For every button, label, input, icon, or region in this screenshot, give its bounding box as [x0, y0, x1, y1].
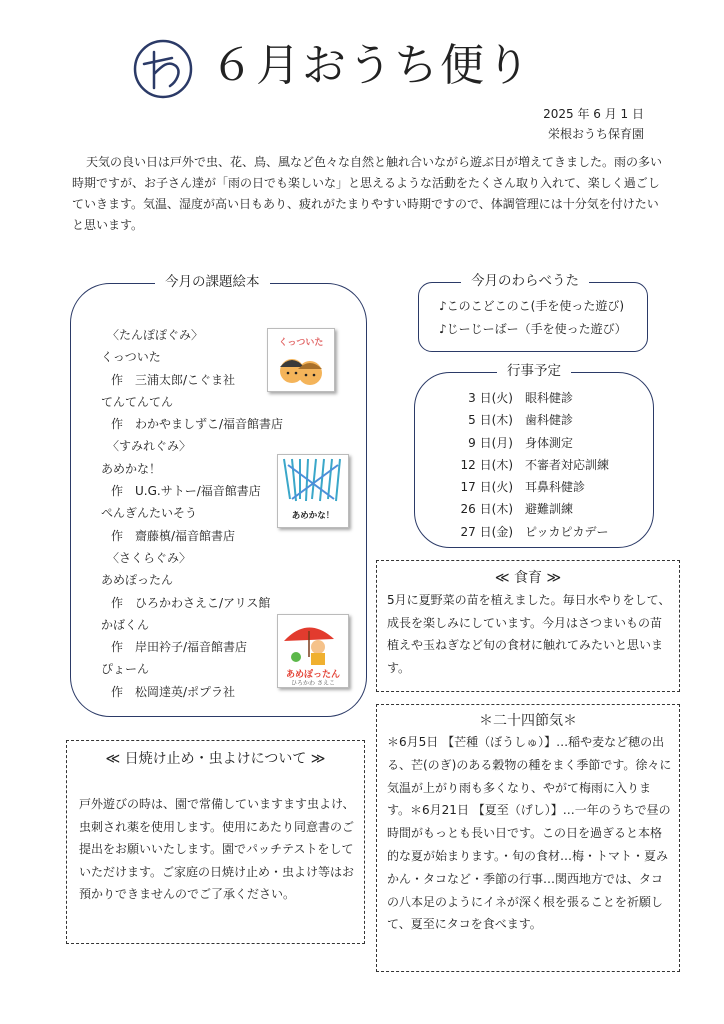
- picture-book-author: 作 U.G.サトー/福音館書店: [111, 484, 261, 499]
- book-cover-amekana: [277, 454, 349, 528]
- picture-book-author: 作 三浦太郎/こぐま社: [111, 372, 236, 387]
- event-date: 9 日(月): [468, 435, 513, 450]
- event-date: 3 日(火): [468, 391, 513, 405]
- intro-paragraph: 天気の良い日は戸外で虫、花、鳥、風など色々な自然と触れ合いながら遊ぶ日が増えてきました。雨の多い時期ですが、お子さん達が「雨の日でも楽しいな」と思えるような活動をたくさん取り入れて、楽しく過ごしていきます。気温、湿度が高い日もあり、疲れがたまりやすい時期ですので、体調管理には十分気を付けたいと思います。: [72, 155, 663, 232]
- picture-books-group-label: 〈たんぽぽぐみ〉: [107, 328, 204, 342]
- event-row: [451, 454, 609, 476]
- picture-book-author: 作 岸田衿子/福音館書店: [111, 640, 248, 655]
- picture-book-author: 作 ひろかわさえこ/アリス館: [111, 595, 271, 610]
- sekki-panel: [376, 704, 680, 972]
- picture-book-title: くっついた: [101, 350, 161, 365]
- picture-book-author: 作 齋藤槙/福音館書店: [111, 528, 236, 543]
- event-name: 身体測定: [525, 435, 574, 450]
- book-cover-amepottan: [277, 614, 349, 688]
- event-name: 歯科健診: [525, 413, 574, 428]
- shokuiku-panel: [376, 560, 680, 692]
- sunscreen-panel: [66, 740, 365, 944]
- picture-book-title: かばくん: [101, 617, 150, 632]
- event-date: 5 日(木): [468, 413, 513, 428]
- event-date: 26 日(木): [460, 502, 513, 517]
- sekki-body: ＊6月5日 【芒種（ぼうしゅ）】…稲や麦など穂の出る、芒(のぎ)のある穀物の種をまく季節です。徐々に気温が上がり雨も多くなり、やがて梅雨に入ります。＊6月21日 【夏至（げし）】…一年のうちで昼の時間がもっとも長い日です。この日を過ぎると本格的な夏が始まります。・旬の食材…梅・トマト・夏みかん・タコなど・季節の行事…関西地方では、タコの八本足のようにイネが深く根を張ることを祈願して、夏至にタコを食べます。: [387, 735, 672, 932]
- event-name: ピッカピカデー: [525, 524, 609, 539]
- book-cover-amepottan-author: ひろかわ さえこ: [291, 680, 335, 687]
- organization-name: 栄根おうち保育園: [547, 127, 644, 141]
- sunscreen-title: ≪ 日焼け止め・虫よけについて ≫: [105, 751, 326, 767]
- sekki-title: ＊二十四節気＊: [479, 713, 577, 729]
- picture-book-title: あめかな！: [101, 461, 162, 476]
- header-logo-icon: [132, 38, 194, 100]
- event-date: 12 日(木): [460, 457, 513, 472]
- event-date: 27 日(金): [460, 524, 513, 539]
- events-title: 行事予定: [497, 361, 571, 381]
- warabe-list: [439, 295, 627, 341]
- shokuiku-body: 5月に夏野菜の苗を植えました。毎日水やりをして、成長を楽しみにしています。今月はさつまいもの苗植えや玉ねぎなど旬の食材に触れてみたいと思います。: [387, 593, 671, 675]
- picture-book-title: ぴょーん: [101, 662, 150, 677]
- book-cover-amekana-title: あめかな！: [291, 511, 335, 521]
- event-row: [451, 387, 609, 409]
- picture-book-author: 作 わかやましずこ/福音館書店: [111, 417, 284, 432]
- event-name: 避難訓練: [525, 502, 574, 517]
- events-panel: [414, 363, 654, 548]
- event-row: [451, 498, 609, 520]
- issue-date: 2025 年 6 月 1 日: [543, 107, 644, 121]
- book-cover-amepottan-title: あめぽったん: [285, 670, 340, 680]
- event-name: 不審者対応訓練: [525, 457, 610, 472]
- picture-books-title: 今月の課題絵本: [155, 272, 270, 292]
- warabe-item: ♪このこどこのこ(手を使った遊び): [439, 299, 625, 313]
- picture-book-author: 作 松岡達英/ポプラ社: [111, 684, 236, 699]
- header-meta: [543, 104, 644, 144]
- picture-book-title: てんてんてん: [101, 394, 174, 409]
- event-row: [451, 409, 609, 431]
- event-row: [451, 476, 609, 498]
- picture-books-panel: [70, 274, 367, 717]
- shokuiku-title: ≪ 食育 ≫: [494, 570, 562, 586]
- warabe-panel: [418, 273, 648, 352]
- event-name: 眼科健診: [525, 391, 574, 405]
- event-row: [451, 521, 609, 543]
- picture-books-list: [101, 324, 283, 703]
- book-cover-kuttsuita: [267, 328, 335, 392]
- picture-book-title: あめぽったん: [101, 573, 174, 588]
- warabe-item: ♪じーじーばー（手を使った遊び）: [439, 322, 627, 336]
- warabe-title: 今月のわらべうた: [461, 271, 589, 291]
- event-row: [451, 432, 609, 454]
- sunscreen-body: 戸外遊びの時は、園で常備していますます虫よけ、虫刺され薬を使用します。使用にあたり同意書のご提出をお願いいたします。園でパッチテストをしていただけます。ご家庭の日焼け止め・虫よけ等はお預かりできませんのでご了承ください。: [79, 797, 355, 901]
- page-title: ６月おうち便り: [210, 40, 532, 91]
- book-cover-kuttsuita-title: くっついた: [278, 338, 324, 348]
- events-list: [451, 387, 609, 543]
- event-name: 耳鼻科健診: [525, 480, 586, 495]
- picture-books-group-label: 〈すみれぐみ〉: [107, 439, 192, 454]
- picture-book-title: ぺんぎんたいそう: [101, 506, 198, 521]
- faces-illustration-icon: [268, 329, 334, 391]
- event-date: 17 日(火): [460, 480, 513, 495]
- picture-books-group-label: 〈さくらぐみ〉: [107, 550, 192, 565]
